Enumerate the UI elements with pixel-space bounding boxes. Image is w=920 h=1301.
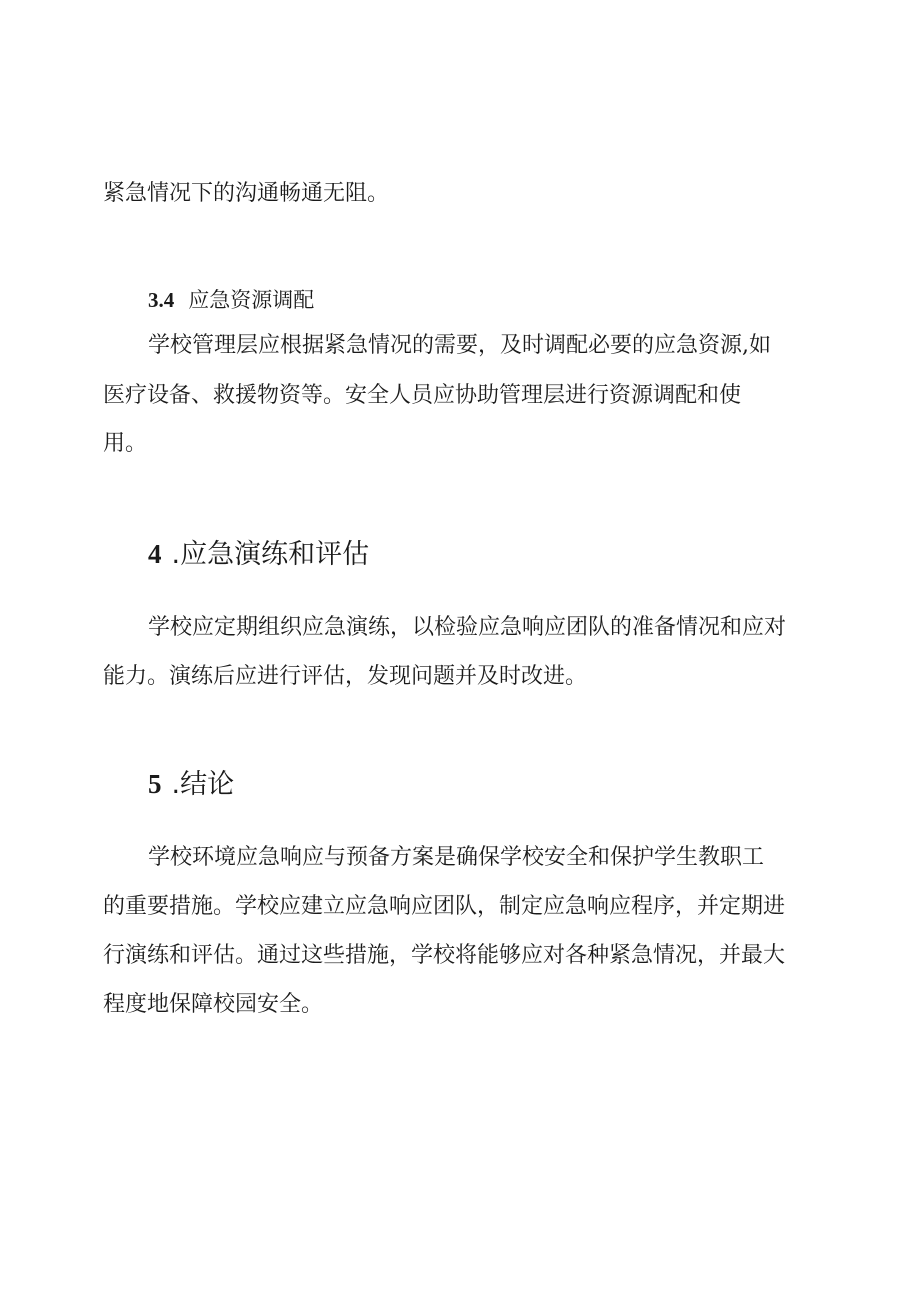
paragraph-line: 的重要措施。学校应建立应急响应团队，制定应急响应程序，并定期进 (103, 894, 786, 919)
subsection-title: 应急资源调配 (188, 288, 315, 312)
section-title: .应急演练和评估 (171, 539, 370, 570)
paragraph-line: 程度地保障校园安全。 (103, 992, 324, 1017)
paragraph-line: 用。 (103, 431, 148, 456)
paragraph-line: 行演练和评估。通过这些措施，学校将能够应对各种紧急情况，并最大 (103, 943, 786, 968)
subsection-heading-3-4 (148, 284, 314, 316)
section-heading-5 (148, 766, 234, 803)
section-title: .结论 (171, 769, 235, 800)
paragraph-line: 学校应定期组织应急演练，以检验应急响应团队的准备情况和应对 (148, 615, 787, 640)
paragraph-line: 紧急情况下的沟通畅通无阻。 (103, 181, 390, 206)
section-number: 5 (148, 769, 162, 799)
paragraph-line: 医疗设备、救援物资等。安全人员应协助管理层进行资源调配和使 (103, 383, 742, 408)
paragraph-line: 能力。演练后应进行评估，发现问题并及时改进。 (103, 664, 588, 689)
section-heading-4 (148, 536, 369, 573)
section-number: 4 (148, 539, 162, 569)
paragraph-line: 学校管理层应根据紧急情况的需要，及时调配必要的应急资源,如 (148, 333, 771, 358)
paragraph-line: 学校环境应急响应与预备方案是确保学校安全和保护学生教职工 (148, 845, 765, 870)
subsection-number: 3.4 (148, 288, 175, 312)
